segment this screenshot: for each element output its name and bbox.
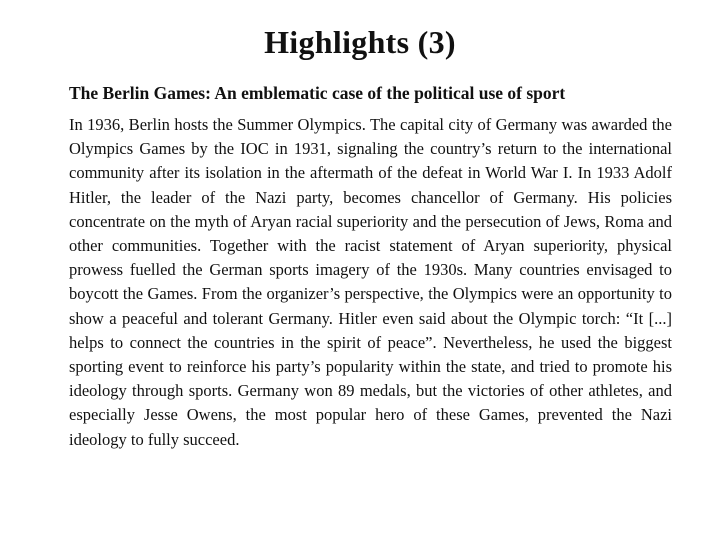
slide-title: Highlights (3) [264, 24, 456, 60]
slide-body-text: In 1936, Berlin hosts the Summer Olympics. The capital city of Germany was awarded the Olympics Games by the IOC in 1931, signaling the country’s return to the international community after its isolation in the aftermath of the defeat in World War I. In 1933 Adolf Hitler, the leader of the Nazi party, becomes chancellor of Germany. His policies concentrate on the myth of Aryan racial superiority and the persecution of Jews, Roma and other communities. Together with the racist statement of Aryan superiority, physical prowess fuelled the German sports imagery of the 1930s. Many countries envisaged to boycott the Games. From the organizer’s perspective, the Olympics were an opportunity to show a peaceful and tolerant Germany. Hitler even said about the Olympic torch: “It [...] helps to connect the countries in the spirit of peace”. Nevertheless, he used the biggest sporting event to reinforce his party’s popularity within the state, and tried to promote his ideology through sports. Germany won 89 medals, but the victories of other athletes, and especially Jesse Owens, the most popular hero of these Games, prevented the Nazi ideology to fully succeed. [69, 115, 672, 449]
slide-subtitle: The Berlin Games: An emblematic case of the political use of sport [69, 83, 566, 103]
